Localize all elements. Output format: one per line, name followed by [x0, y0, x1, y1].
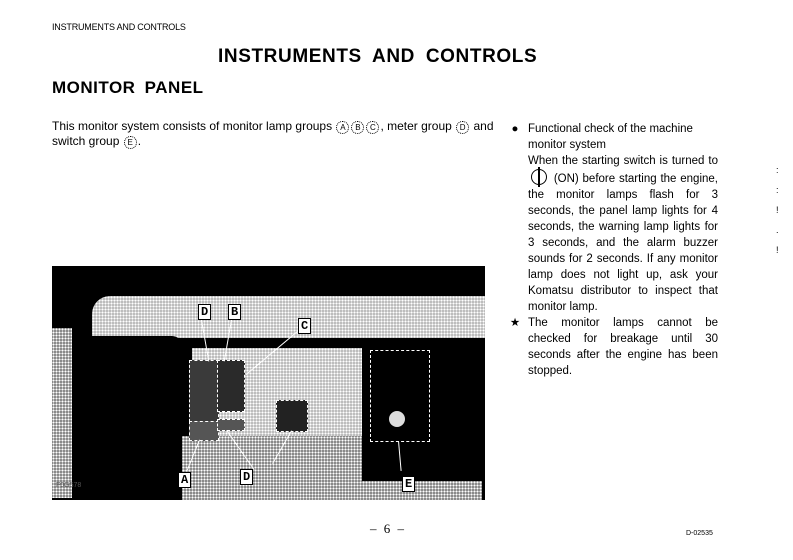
circled-e-icon: E: [124, 136, 137, 149]
circled-d-icon: D: [456, 121, 469, 134]
key-switch-icon: [389, 411, 405, 427]
edge-mark: !: [776, 245, 779, 255]
page-number: – 6 –: [370, 521, 406, 536]
star-icon: ★: [509, 317, 521, 329]
left-housing: [72, 336, 182, 446]
intro-text: and switch group: [52, 119, 494, 148]
edge-mark: :: [776, 185, 779, 195]
notes-column: [508, 121, 718, 379]
edge-mark: !: [776, 205, 779, 215]
meter-group-d-lower-box: [217, 419, 245, 431]
note-heading: Functional check of the machine monitor system: [528, 123, 693, 151]
circled-c-icon: C: [366, 121, 379, 134]
intro-paragraph: [52, 119, 498, 149]
intro-text: .: [137, 134, 142, 148]
note-text: (ON) before starting the engine, the monitor lamps flash for 3 seconds, the panel lamp lights for 4 seconds, the warning lamp lights for 3 seconds, and the alarm buzzer sounds for 2 seconds. If any monitor lamp does not light up, ask your Komatsu distributor to inspect that monitor lamp.: [528, 173, 718, 313]
note-text: When the starting switch is turned to: [528, 155, 718, 167]
figure-id: D-02535: [686, 530, 713, 537]
note-functional-check: [508, 121, 718, 315]
label-d-bottom: D: [240, 469, 253, 485]
lamp-group-a-box: [189, 421, 219, 441]
label-a: A: [178, 472, 191, 488]
note-caution: [508, 315, 718, 379]
edge-marks: [776, 160, 779, 260]
edge-mark: :: [776, 165, 779, 175]
photo-code: F0G578: [56, 482, 82, 489]
label-d-top: D: [198, 304, 211, 320]
note-body: The monitor lamps cannot be checked for breakage until 30 seconds after the engine has been stopped.: [528, 317, 718, 377]
meter-group-d-box: [189, 360, 219, 422]
intro-text: This monitor system consists of monitor lamp groups: [52, 119, 336, 133]
running-head: INSTRUMENTS AND CONTROLS: [52, 22, 186, 32]
circled-a-icon: A: [336, 121, 349, 134]
circled-b-icon: B: [351, 121, 364, 134]
label-b: B: [228, 304, 241, 320]
note-body: [528, 153, 718, 315]
section-title: MONITOR PANEL: [52, 78, 204, 97]
page-title: INSTRUMENTS AND CONTROLS: [218, 46, 538, 67]
monitor-panel-photo: [52, 266, 485, 500]
meter-group-d-gauge-box: [276, 400, 308, 432]
intro-text: , meter group: [380, 119, 456, 133]
edge-mark: .: [776, 225, 779, 235]
bullet-icon: ●: [511, 123, 519, 135]
dashboard-edge: [52, 328, 72, 498]
lamp-group-b-box: [217, 360, 245, 412]
switch-group-e-box: [370, 350, 430, 442]
switch-on-icon: [531, 169, 547, 185]
dashboard-top-surface: [92, 296, 485, 338]
label-c: C: [298, 318, 311, 334]
label-e: E: [402, 476, 415, 492]
